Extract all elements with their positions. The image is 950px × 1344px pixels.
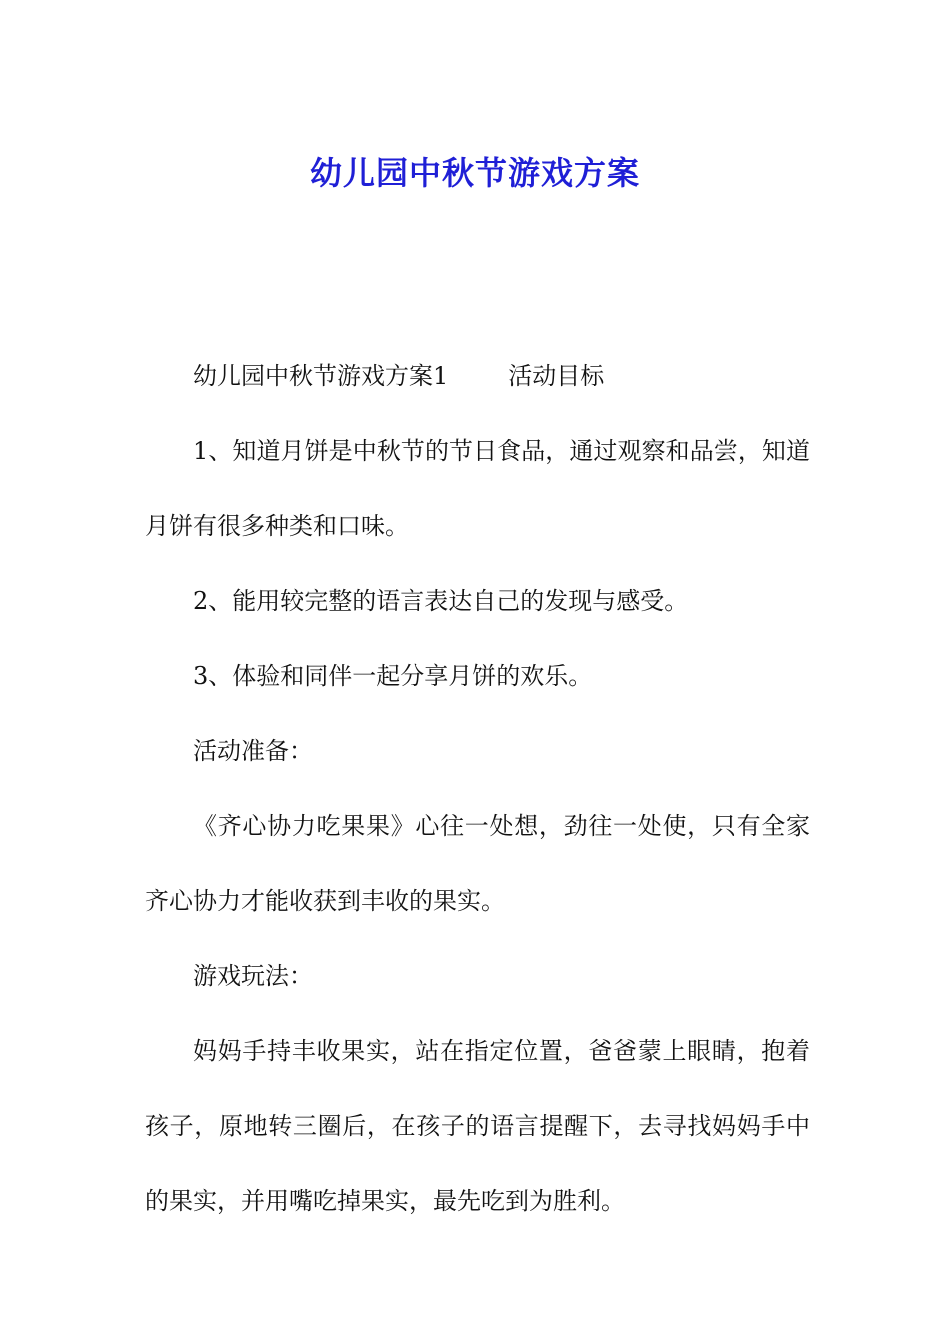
section-heading-paragraph [145,339,810,414]
document-body [145,339,810,1239]
paragraph-gameplay-rules: 妈妈手持丰收果实，站在指定位置，爸爸蒙上眼睛，抱着孩子，原地转三圈后，在孩子的语言提醒下，去寻找妈妈手中的果实，并用嘴吃掉果实，最先吃到为胜利。 [145,1037,810,1215]
paragraph-goal-3: 3、体验和同伴一起分享月饼的欢乐。 [193,662,593,690]
section-title: 幼儿园中秋节游戏方案1 [193,362,449,390]
section-subtitle: 活动目标 [508,362,605,390]
paragraph-goal-1: 1、知道月饼是中秋节的节日食品，通过观察和品尝，知道月饼有很多种类和口味。 [145,437,810,540]
paragraph-preparation-heading: 活动准备： [193,737,313,765]
paragraph-gameplay-heading: 游戏玩法： [193,962,313,990]
paragraph-goal-2: 2、能用较完整的语言表达自己的发现与感受。 [193,587,689,615]
paragraph-game-description: 《齐心协力吃果果》心往一处想，劲往一处使，只有全家齐心协力才能收获到丰收的果实。 [145,812,810,915]
document-title: 幼儿园中秋节游戏方案 [309,154,640,193]
